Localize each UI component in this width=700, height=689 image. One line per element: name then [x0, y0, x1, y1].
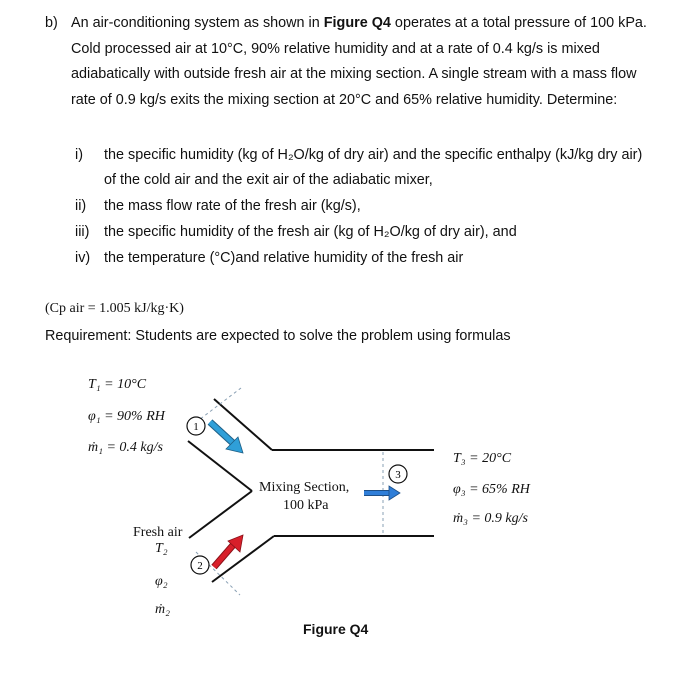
item-text: the specific humidity of the fresh air (kg of H₂O/kg of dry air), and — [104, 224, 517, 240]
figure-caption: Figure Q4 — [303, 621, 369, 637]
inlet-2-temperature: T₂ — [155, 541, 168, 556]
item-text: the mass flow rate of the fresh air (kg/s), — [104, 198, 361, 214]
cp-air-note: (Cp air = 1.005 kJ/kg·K) — [45, 301, 184, 316]
inlet-2-title: Fresh air — [133, 525, 183, 540]
arrow-3 — [364, 486, 400, 500]
requirement-note: Requirement: Students are expected to solve the problem using formulas — [45, 328, 511, 344]
item-text: the temperature (°C)and relative humidity of the fresh air — [104, 250, 464, 266]
question-line-2: Cold processed air at 10°C, 90% relative humidity and at a rate of 0.4 kg/s is mixed — [71, 40, 600, 57]
item-text-continued: of the cold air and the exit air of the adiabatic mixer, — [104, 172, 433, 188]
inlet-1-temperature: T₁ = 10°C — [88, 377, 147, 392]
item-text: the specific humidity (kg of H₂O/kg of dry air) and the specific enthalpy (kJ/kg dry air) — [104, 147, 643, 163]
marker-1-label: 1 — [193, 421, 199, 433]
inlet-1-mass-flow: ṁ₁ = 0.4 kg/s — [88, 440, 163, 455]
duct-upper-inlet-wall — [214, 399, 272, 450]
item-number: i) — [75, 147, 83, 163]
mixing-section-label: Mixing Section, — [259, 480, 350, 495]
outlet-temperature: T₃ = 20°C — [453, 451, 512, 466]
inlet-2-mass-flow: ṁ₂ — [155, 602, 170, 617]
item-number: iii) — [75, 224, 90, 240]
item-number: iv) — [75, 250, 91, 266]
figure-reference: Figure Q4 — [323, 15, 391, 31]
question-line-3: adiabatically with outside fresh air at the mixing section. A single stream with a mass flow — [71, 66, 637, 82]
marker-3-label: 3 — [395, 469, 401, 481]
item-number: ii) — [75, 198, 87, 214]
outlet-mass-flow: ṁ₃ = 0.9 kg/s — [453, 511, 528, 526]
arrow-1 — [210, 422, 243, 453]
inlet-1-humidity: φ₁ = 90% RH — [88, 409, 165, 424]
marker-2-label: 2 — [197, 560, 203, 572]
question-label: b) — [45, 15, 58, 31]
duct-lower-inner-wall — [189, 491, 252, 538]
inlet-2-humidity: φ₂ — [155, 574, 168, 589]
question-line-4: rate of 0.9 kg/s exits the mixing section at 20°C and 65% relative humidity. Determine: — [71, 91, 618, 108]
question-line-1: An air-conditioning system as shown in Figure Q4 operates at a total pressure of 100 kPa. — [71, 15, 647, 31]
duct-upper-inner-wall — [188, 441, 252, 491]
mixing-section-pressure: 100 kPa — [283, 498, 329, 513]
outlet-humidity: φ₃ = 65% RH — [453, 482, 530, 497]
